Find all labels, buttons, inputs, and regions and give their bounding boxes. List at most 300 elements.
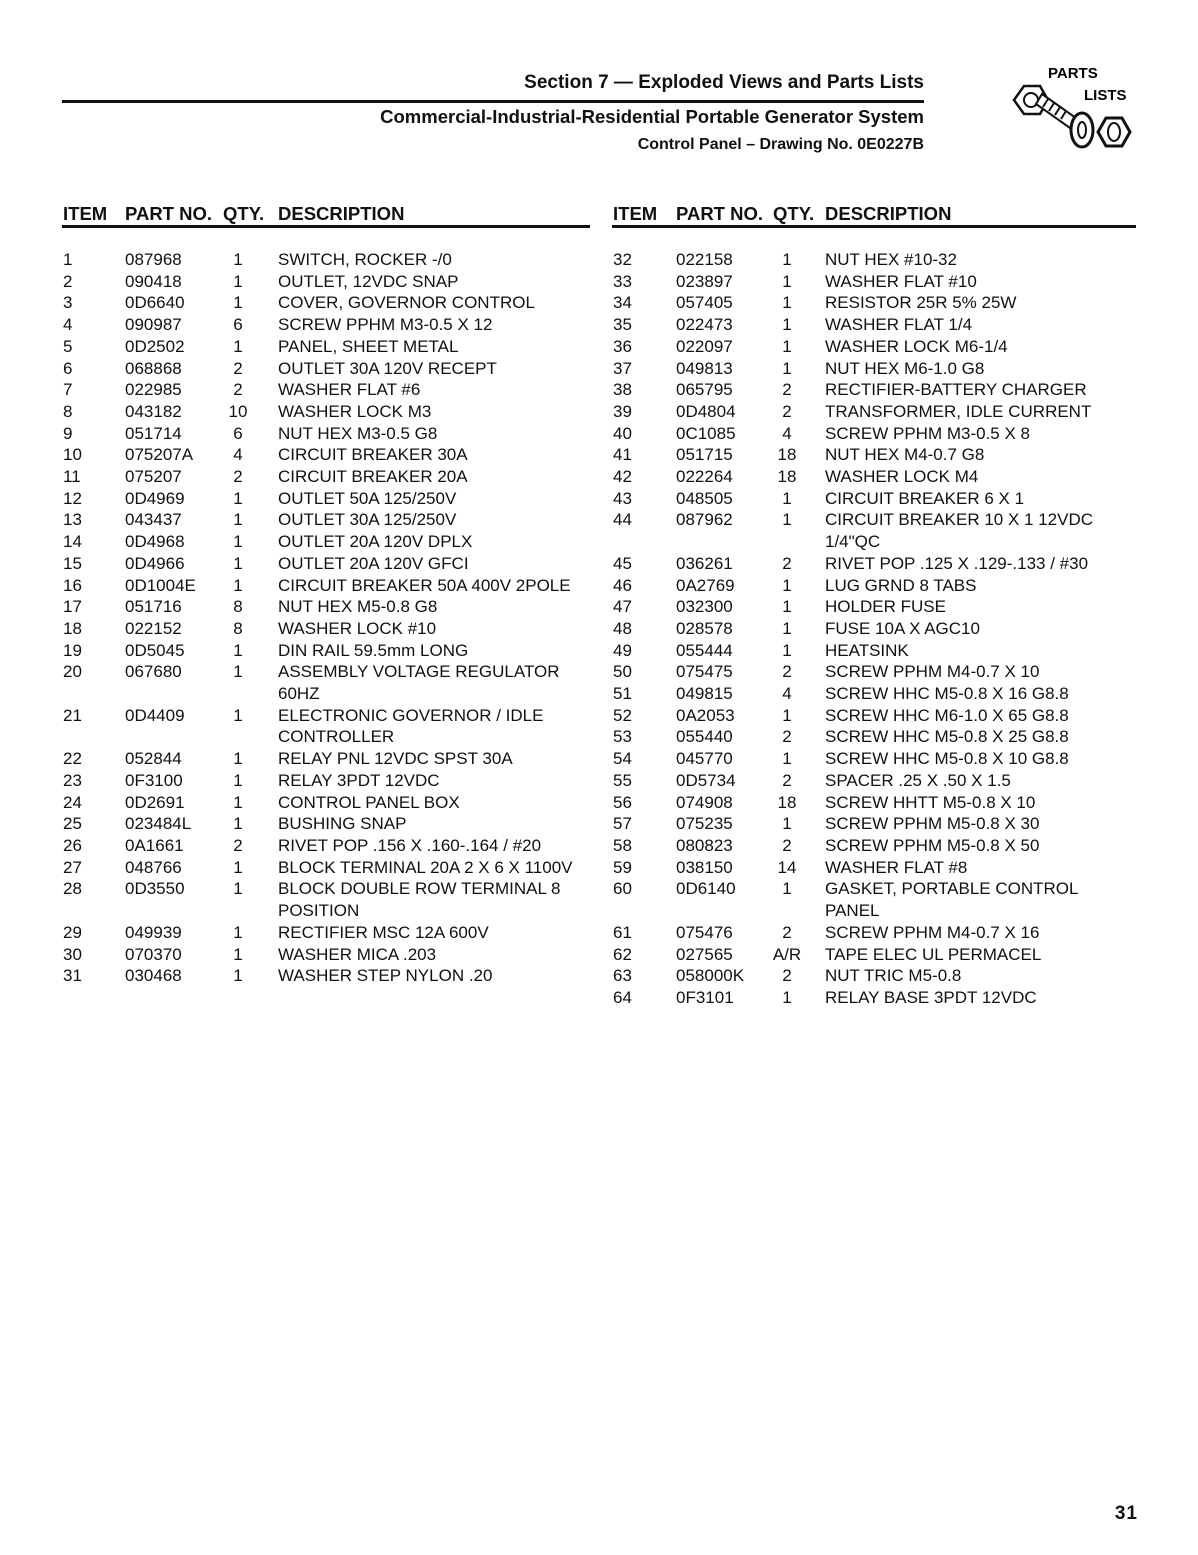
description: WASHER FLAT #10 <box>825 271 977 291</box>
table-row <box>63 466 593 488</box>
part-number: 058000K <box>676 966 745 986</box>
quantity: 1 <box>233 749 243 769</box>
table-row <box>63 423 593 445</box>
item-number: 1 <box>63 250 73 269</box>
table-row <box>613 835 1133 857</box>
item-number: 39 <box>613 401 632 421</box>
quantity: 1 <box>782 358 792 378</box>
description: RESISTOR 25R 5% 25W <box>825 293 1017 313</box>
description: SCREW HHTT M5-0.8 X 10 <box>825 792 1036 812</box>
drawing-title: Control Panel – Drawing No. 0E0227B <box>637 136 924 153</box>
part-number: 043182 <box>125 401 182 421</box>
description: WASHER MICA .203 <box>278 944 437 964</box>
quantity: 2 <box>782 835 792 855</box>
part-number: 075475 <box>676 662 733 682</box>
description: RECTIFIER MSC 12A 600V <box>278 922 489 942</box>
description: GASKET, PORTABLE CONTROL PANEL <box>825 879 1078 921</box>
part-number: 0D4409 <box>125 705 185 725</box>
part-number: 051714 <box>125 423 182 443</box>
item-number: 17 <box>63 597 82 617</box>
part-number: 090987 <box>125 315 182 335</box>
col-partno-header: PART NO. <box>125 203 213 224</box>
table-row <box>613 770 1133 792</box>
item-number: 61 <box>613 922 632 942</box>
part-number: 0D4804 <box>676 401 736 421</box>
quantity: 1 <box>233 966 243 986</box>
table-row <box>63 944 593 966</box>
table-row <box>63 336 593 358</box>
quantity: 1 <box>233 293 243 313</box>
quantity: 1 <box>782 336 792 356</box>
left-column-headers <box>63 203 591 225</box>
quantity: 8 <box>233 618 243 638</box>
washer-icon <box>1071 113 1093 147</box>
table-row <box>63 661 593 704</box>
header-rule <box>62 100 924 103</box>
table-row <box>63 813 593 835</box>
quantity: 1 <box>233 944 243 964</box>
part-number: 023897 <box>676 271 733 291</box>
item-number: 5 <box>63 336 73 356</box>
quantity: 1 <box>233 922 243 942</box>
table-row <box>63 531 593 553</box>
item-number: 35 <box>613 315 632 335</box>
quantity: 1 <box>233 575 243 595</box>
description: CIRCUIT BREAKER 50A 400V 2POLE <box>278 575 571 595</box>
table-row <box>613 661 1133 683</box>
table-row <box>613 314 1133 336</box>
quantity: 18 <box>777 445 797 465</box>
quantity: 2 <box>782 553 792 573</box>
item-number: 24 <box>63 792 82 812</box>
quantity: 18 <box>777 792 797 812</box>
col-item-header: ITEM <box>613 203 658 224</box>
item-number: 31 <box>63 966 82 986</box>
quantity: A/R <box>772 944 802 964</box>
quantity: 1 <box>782 293 792 313</box>
logo-text-parts: PARTS <box>1048 65 1098 82</box>
quantity: 1 <box>782 271 792 291</box>
table-row <box>613 358 1133 380</box>
description: TAPE ELEC UL PERMACEL <box>825 944 1042 964</box>
table-row <box>63 553 593 575</box>
description: OUTLET 20A 120V DPLX <box>278 532 473 552</box>
part-number: 0D6140 <box>676 879 736 899</box>
description: NUT HEX M6-1.0 G8 <box>825 358 985 378</box>
part-number: 048766 <box>125 857 182 877</box>
table-row <box>63 488 593 510</box>
description: CIRCUIT BREAKER 20A <box>278 467 468 487</box>
quantity: 10 <box>228 401 248 421</box>
description: SCREW HHC M6-1.0 X 65 G8.8 <box>825 705 1069 725</box>
table-row <box>63 314 593 336</box>
quantity: 1 <box>233 510 243 530</box>
part-number: 030468 <box>125 966 182 986</box>
description: SPACER .25 X .50 X 1.5 <box>825 770 1011 790</box>
part-number: 049813 <box>676 358 733 378</box>
part-number: 045770 <box>676 749 733 769</box>
description: SCREW PPHM M4-0.7 X 16 <box>825 922 1040 942</box>
part-number: 038150 <box>676 857 733 877</box>
quantity: 1 <box>233 879 243 899</box>
quantity: 2 <box>233 380 243 400</box>
description: WASHER FLAT #6 <box>278 380 421 400</box>
item-number: 63 <box>613 966 632 986</box>
item-number: 42 <box>613 467 632 487</box>
table-row <box>63 401 593 423</box>
table-row <box>613 640 1133 662</box>
part-number: 051716 <box>125 597 182 617</box>
parts-lists-logo <box>1006 62 1138 162</box>
description: NUT TRIC M5-0.8 <box>825 966 962 986</box>
description: ASSEMBLY VOLTAGE REGULATOR 60HZ <box>278 662 560 704</box>
part-number: 032300 <box>676 597 733 617</box>
item-number: 59 <box>613 857 632 877</box>
item-number: 51 <box>613 684 632 704</box>
item-number: 16 <box>63 575 82 595</box>
part-number: 065795 <box>676 380 733 400</box>
item-number: 27 <box>63 857 82 877</box>
description: RECTIFIER-BATTERY CHARGER <box>825 380 1087 400</box>
quantity: 1 <box>782 749 792 769</box>
quantity: 1 <box>233 792 243 812</box>
description: SCREW PPHM M4-0.7 X 10 <box>825 662 1040 682</box>
description: BUSHING SNAP <box>278 814 407 834</box>
table-row <box>613 683 1133 705</box>
item-number: 38 <box>613 380 632 400</box>
item-number: 32 <box>613 250 632 269</box>
item-number: 40 <box>613 423 632 443</box>
table-row <box>613 944 1133 966</box>
part-number: 028578 <box>676 618 733 638</box>
item-number: 57 <box>613 814 632 834</box>
item-number: 30 <box>63 944 82 964</box>
item-number: 46 <box>613 575 632 595</box>
table-row <box>613 466 1133 488</box>
description: BLOCK TERMINAL 20A 2 X 6 X 1100V <box>278 857 573 877</box>
table-row <box>613 509 1133 552</box>
item-number: 28 <box>63 879 82 899</box>
table-row <box>613 249 1133 271</box>
description: BLOCK DOUBLE ROW TERMINAL 8 POSITION <box>278 879 561 921</box>
description: PANEL, SHEET METAL <box>278 336 459 356</box>
description: COVER, GOVERNOR CONTROL <box>278 293 535 313</box>
table-row <box>613 423 1133 445</box>
quantity: 2 <box>782 966 792 986</box>
item-number: 26 <box>63 835 82 855</box>
item-number: 50 <box>613 662 632 682</box>
item-number: 62 <box>613 944 632 964</box>
item-number: 33 <box>613 271 632 291</box>
part-number: 0D4969 <box>125 488 185 508</box>
quantity: 6 <box>233 315 243 335</box>
item-number: 36 <box>613 336 632 356</box>
quantity: 14 <box>777 857 797 877</box>
part-number: 022097 <box>676 336 733 356</box>
item-number: 14 <box>63 532 82 552</box>
part-number: 057405 <box>676 293 733 313</box>
item-number: 47 <box>613 597 632 617</box>
part-number: 0F3101 <box>676 987 734 1007</box>
description: OUTLET 20A 120V GFCI <box>278 553 469 573</box>
item-number: 23 <box>63 770 82 790</box>
table-row <box>613 965 1133 987</box>
description: LUG GRND 8 TABS <box>825 575 977 595</box>
table-row <box>613 401 1133 423</box>
right-parts-list <box>613 249 1133 1009</box>
table-row <box>63 748 593 770</box>
part-number: 036261 <box>676 553 733 573</box>
description: CIRCUIT BREAKER 6 X 1 <box>825 488 1025 508</box>
quantity: 1 <box>233 488 243 508</box>
table-row <box>63 292 593 314</box>
col-qty-header: QTY. <box>223 203 265 224</box>
part-number: 049939 <box>125 922 182 942</box>
description: OUTLET, 12VDC SNAP <box>278 271 459 291</box>
part-number: 075207A <box>125 445 194 465</box>
item-number: 22 <box>63 749 82 769</box>
description: NUT HEX M4-0.7 G8 <box>825 445 985 465</box>
table-row <box>63 444 593 466</box>
item-number: 64 <box>613 987 632 1007</box>
part-number: 055444 <box>676 640 733 660</box>
item-number: 3 <box>63 293 73 313</box>
table-row <box>63 640 593 662</box>
description: SCREW PPHM M3-0.5 X 12 <box>278 315 493 335</box>
part-number: 0D6640 <box>125 293 185 313</box>
item-number: 7 <box>63 380 73 400</box>
quantity: 1 <box>782 488 792 508</box>
quantity: 1 <box>782 597 792 617</box>
description: SCREW HHC M5-0.8 X 16 G8.8 <box>825 684 1069 704</box>
page-number: 31 <box>1114 1503 1138 1524</box>
quantity: 1 <box>233 640 243 660</box>
part-number: 055440 <box>676 727 733 747</box>
part-number: 023484L <box>125 814 192 834</box>
item-number: 15 <box>63 553 82 573</box>
part-number: 0D4968 <box>125 532 185 552</box>
quantity: 1 <box>782 510 792 530</box>
item-number: 58 <box>613 835 632 855</box>
item-number: 12 <box>63 488 82 508</box>
quantity: 1 <box>233 250 243 269</box>
table-row <box>613 705 1133 727</box>
table-row <box>63 358 593 380</box>
description: SCREW HHC M5-0.8 X 25 G8.8 <box>825 727 1069 747</box>
table-row <box>613 336 1133 358</box>
item-number: 34 <box>613 293 632 313</box>
part-number: 074908 <box>676 792 733 812</box>
table-row <box>63 965 593 987</box>
quantity: 1 <box>782 814 792 834</box>
logo-text-lists: LISTS <box>1084 87 1127 104</box>
item-number: 41 <box>613 445 632 465</box>
part-number: 080823 <box>676 835 733 855</box>
quantity: 18 <box>777 467 797 487</box>
part-number: 0D4966 <box>125 553 185 573</box>
item-number: 49 <box>613 640 632 660</box>
item-number: 37 <box>613 358 632 378</box>
item-number: 20 <box>63 662 82 682</box>
item-number: 4 <box>63 315 73 335</box>
item-number: 8 <box>63 401 73 421</box>
quantity: 1 <box>782 879 792 899</box>
table-row <box>613 488 1133 510</box>
part-number: 051715 <box>676 445 733 465</box>
col-item-header: ITEM <box>63 203 108 224</box>
quantity: 2 <box>782 401 792 421</box>
part-number: 068868 <box>125 358 182 378</box>
item-number: 54 <box>613 749 632 769</box>
description: NUT HEX #10-32 <box>825 250 957 269</box>
part-number: 022152 <box>125 618 182 638</box>
item-number: 55 <box>613 770 632 790</box>
quantity: 1 <box>233 857 243 877</box>
table-row <box>63 922 593 944</box>
description: NUT HEX M5-0.8 G8 <box>278 597 438 617</box>
description: WASHER FLAT #8 <box>825 857 968 877</box>
part-number: 048505 <box>676 488 733 508</box>
part-number: 049815 <box>676 684 733 704</box>
left-parts-list <box>63 249 593 987</box>
item-number: 44 <box>613 510 632 530</box>
part-number: 0A2769 <box>676 575 735 595</box>
table-row <box>63 379 593 401</box>
description: SCREW PPHM M5-0.8 X 30 <box>825 814 1040 834</box>
description: WASHER LOCK M4 <box>825 467 979 487</box>
description: WASHER LOCK M3 <box>278 401 432 421</box>
part-number: 043437 <box>125 510 182 530</box>
table-row <box>613 748 1133 770</box>
description: HOLDER FUSE <box>825 597 946 617</box>
part-number: 087968 <box>125 250 182 269</box>
item-number: 53 <box>613 727 632 747</box>
quantity: 1 <box>782 618 792 638</box>
part-number: 0D3550 <box>125 879 185 899</box>
part-number: 075476 <box>676 922 733 942</box>
description: SCREW PPHM M3-0.5 X 8 <box>825 423 1030 443</box>
table-row <box>613 553 1133 575</box>
quantity: 2 <box>233 835 243 855</box>
quantity: 1 <box>782 575 792 595</box>
description: WASHER LOCK #10 <box>278 618 437 638</box>
description: TRANSFORMER, IDLE CURRENT <box>825 401 1092 421</box>
description: CONTROL PANEL BOX <box>278 792 460 812</box>
table-row <box>63 575 593 597</box>
quantity: 2 <box>782 380 792 400</box>
quantity: 1 <box>233 770 243 790</box>
part-number: 0C1085 <box>676 423 736 443</box>
item-number: 10 <box>63 445 82 465</box>
table-row <box>613 813 1133 835</box>
quantity: 2 <box>782 662 792 682</box>
col-partno-header: PART NO. <box>676 203 764 224</box>
quantity: 1 <box>233 336 243 356</box>
item-number: 25 <box>63 814 82 834</box>
part-number: 0D2691 <box>125 792 185 812</box>
table-row <box>613 618 1133 640</box>
item-number: 11 <box>63 467 81 487</box>
part-number: 0D5045 <box>125 640 185 660</box>
quantity: 8 <box>233 597 243 617</box>
table-row <box>63 792 593 814</box>
part-number: 075207 <box>125 467 182 487</box>
quantity: 2 <box>233 358 243 378</box>
part-number: 067680 <box>125 662 182 682</box>
description: OUTLET 50A 125/250V <box>278 488 457 508</box>
table-row <box>613 379 1133 401</box>
item-number: 21 <box>63 705 82 725</box>
system-title: Commercial-Industrial-Residential Portable Generator System <box>380 106 924 127</box>
section-title: Section 7 — Exploded Views and Parts Lists <box>524 72 924 93</box>
part-number: 075235 <box>676 814 733 834</box>
item-number: 60 <box>613 879 632 899</box>
table-row <box>613 444 1133 466</box>
description: RIVET POP .156 X .160-.164 / #20 <box>278 835 542 855</box>
table-row <box>63 249 593 271</box>
description: ELECTRONIC GOVERNOR / IDLE CONTROLLER <box>278 705 544 747</box>
part-number: 0A2053 <box>676 705 735 725</box>
description: WASHER STEP NYLON .20 <box>278 966 493 986</box>
table-row <box>63 271 593 293</box>
table-row <box>613 792 1133 814</box>
table-row <box>63 835 593 857</box>
description: HEATSINK <box>825 640 909 660</box>
table-row <box>613 271 1133 293</box>
item-number: 2 <box>63 271 73 291</box>
part-number: 0A1661 <box>125 835 184 855</box>
item-number: 9 <box>63 423 73 443</box>
item-number: 52 <box>613 705 632 725</box>
quantity: 1 <box>233 532 243 552</box>
description: WASHER LOCK M6-1/4 <box>825 336 1008 356</box>
item-number: 45 <box>613 553 632 573</box>
description: OUTLET 30A 120V RECEPT <box>278 358 497 378</box>
part-number: 090418 <box>125 271 182 291</box>
table-row <box>63 618 593 640</box>
part-number: 070370 <box>125 944 182 964</box>
item-number: 13 <box>63 510 82 530</box>
table-row <box>613 596 1133 618</box>
col-desc-header: DESCRIPTION <box>278 203 405 224</box>
left-header-rule <box>62 225 590 228</box>
table-row <box>613 292 1133 314</box>
part-number: 027565 <box>676 944 733 964</box>
description: CIRCUIT BREAKER 30A <box>278 445 468 465</box>
table-row <box>63 857 593 879</box>
table-row <box>613 878 1133 921</box>
quantity: 6 <box>233 423 243 443</box>
quantity: 1 <box>233 705 243 725</box>
part-number: 022158 <box>676 250 733 269</box>
item-number: 18 <box>63 618 82 638</box>
part-number: 022264 <box>676 467 733 487</box>
table-row <box>613 987 1133 1009</box>
item-number: 56 <box>613 792 632 812</box>
description: SCREW PPHM M5-0.8 X 50 <box>825 835 1040 855</box>
table-row <box>613 922 1133 944</box>
table-row <box>63 509 593 531</box>
quantity: 4 <box>782 684 792 704</box>
col-desc-header: DESCRIPTION <box>825 203 952 224</box>
item-number: 6 <box>63 358 73 378</box>
part-number: 022985 <box>125 380 182 400</box>
table-row <box>613 575 1133 597</box>
description: OUTLET 30A 125/250V <box>278 510 457 530</box>
right-header-rule <box>612 225 1136 228</box>
quantity: 1 <box>233 271 243 291</box>
table-row <box>613 857 1133 879</box>
